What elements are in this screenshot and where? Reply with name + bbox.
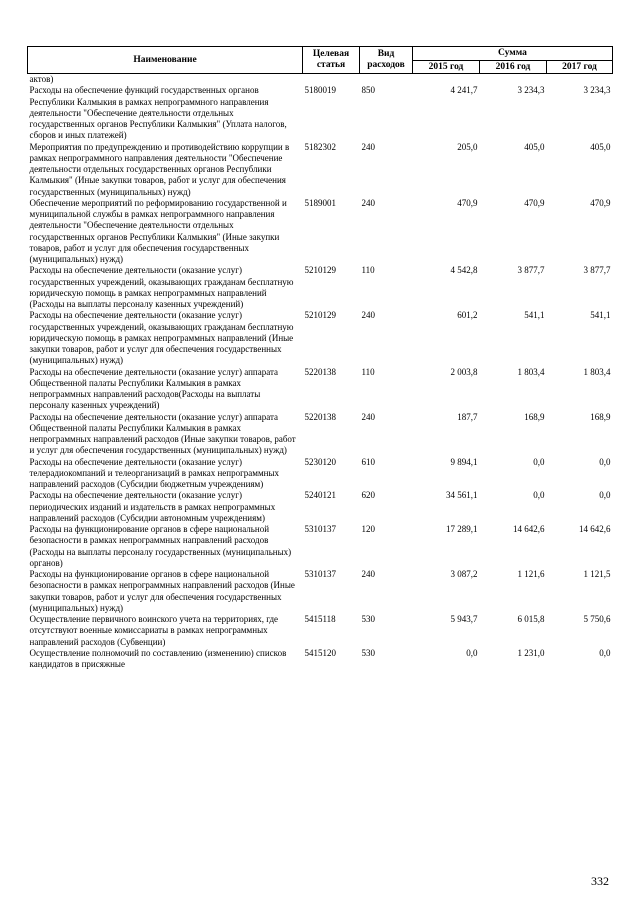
row-name: Расходы на функционирование органов в сфере национальной безопасности в рамках непрограммных направлений расходов (Иные закупки товаров, работ и услуг для обеспечения государственных (муниципальных) нужд) [29,569,295,613]
row-name: Расходы на обеспечение деятельности (оказание услуг) государственных учреждений, оказывающих гражданам бесплатную юридическую помощь в рамках непрограммных направлений (Иные закупки товаров, работ и услуг для обеспечения государственных (муниципальных) нужд) [29,310,294,366]
row-sum-2016: 3 234,3 [517,85,545,96]
row-sum-2017: 1 803,4 [583,366,611,377]
row-target-article: 5189001 [304,197,336,208]
row-sum-2017: 0,0 [599,490,611,501]
header-year-2015: 2015 год [413,61,480,74]
row-sum-2017: 14 642,6 [579,524,611,534]
row-sum-2015: 2 003,8 [450,366,478,377]
row-name: Расходы на обеспечение функций государственных органов Республики Калмыкия в рамках непрограммного направления деятельности "Обеспечение деятельности отдельных государственных органов Республики Калмыкия" (Уплата налогов, сборов и иных платежей) [29,85,287,141]
table-row [28,457,613,491]
row-sum-2016: 14 642,6 [513,524,545,534]
row-sum-2017: 5 750,6 [583,614,611,624]
row-expense-kind: 240 [361,141,375,152]
row-expense-kind [360,74,413,86]
table-header [28,47,613,74]
row-target-article: 5415118 [304,614,336,624]
row-sum-2016: 6 015,8 [517,614,545,624]
row-target-article: 5210129 [304,265,336,276]
row-sum-2015: 601,2 [457,310,478,321]
table-row [28,524,613,569]
row-sum-2017: 0,0 [599,456,611,467]
row-target-article: 5210129 [304,310,336,321]
row-name: Мероприятия по предупреждению и противодействию коррупции в рамках непрограммного направления деятельности "Обеспечение деятельности отдельных государственных органов Республики Калмыкия" (Иные закупки товаров, работ и услуг для обеспечения государственных (муниципальных) нужд) [29,141,290,197]
row-sum-2016: 0,0 [533,490,545,501]
header-year-2016: 2016 год [480,61,547,74]
row-sum-2017: 1 121,5 [583,569,611,579]
row-sum-2015 [413,74,480,86]
row-sum-2017: 168,9 [590,411,611,422]
row-expense-kind: 850 [361,85,375,96]
row-sum-2015: 470,9 [457,197,478,208]
row-sum-2015: 4 542,8 [450,265,478,276]
table-row [28,310,613,366]
table-row [28,614,613,648]
row-sum-2015: 205,0 [457,141,478,152]
table-row [28,490,613,524]
row-sum-2015: 5 943,7 [450,614,478,624]
row-expense-kind: 110 [361,366,375,377]
table-row [28,412,613,457]
row-sum-2016 [480,74,547,86]
row-name: Осуществление полномочий по составлению (изменению) списков кандидатов в присяжные [29,647,287,669]
row-sum-2017: 541,1 [590,310,611,321]
table-body [28,74,613,671]
table-row [28,85,613,141]
row-target-article: 5182302 [304,141,336,152]
row-target-article: 5310137 [304,524,336,534]
row-expense-kind: 240 [361,197,375,208]
row-name: актов) [29,74,54,84]
row-expense-kind: 240 [361,411,375,422]
row-sum-2015: 4 241,7 [450,85,478,96]
row-target-article: 5415120 [304,647,336,658]
row-sum-2016: 1 231,0 [517,647,545,658]
row-sum-2017: 3 234,3 [583,85,611,96]
row-expense-kind: 240 [361,310,375,321]
row-sum-2016: 405,0 [524,141,545,152]
row-sum-2015: 3 087,2 [450,569,478,579]
row-sum-2015: 187,7 [457,411,478,422]
table-row [28,569,613,614]
row-target-article: 5310137 [304,569,336,579]
row-expense-kind: 240 [361,569,375,579]
row-expense-kind: 110 [361,265,375,276]
row-expense-kind: 610 [361,456,375,467]
row-sum-2016: 541,1 [524,310,545,321]
header-year-2017: 2017 год [547,61,613,74]
row-name: Расходы на обеспечение деятельности (оказание услуг) аппарата Общественной палаты Республики Калмыкия в рамках непрограммных направлений расходов (Иные закупки товаров, работ и услуг для обеспечения государственных (муниципальных) нужд) [29,411,296,456]
row-target-article: 5230120 [304,456,336,467]
row-target-article: 5180019 [304,85,336,96]
header-target-article: Целевая статья [303,47,360,74]
row-sum-2016: 1 803,4 [517,366,545,377]
row-name: Расходы на обеспечение деятельности (оказание услуг) телерадиокомпаний и телеорганизаций в рамках непрограммных направлений расходов (Субсидии бюджетным учреждениям) [29,456,280,489]
header-expense-kind: Вид расходов [360,47,413,74]
row-sum-2016: 0,0 [533,456,545,467]
row-sum-2016: 1 121,6 [517,569,545,579]
row-sum-2017: 3 877,7 [583,265,611,276]
row-sum-2016: 3 877,7 [517,265,545,276]
row-sum-2017: 0,0 [599,647,611,658]
header-sum: Сумма [413,47,613,61]
row-sum-2015: 17 289,1 [446,524,478,534]
table-row [28,198,613,266]
row-expense-kind: 530 [361,647,375,658]
row-name: Обеспечение мероприятий по реформированию государственной и муниципальной службы в рамках непрограммного направления деятельности "Обеспечение деятельности отдельных государственных органов Республики Калмыкия" (Иные закупки товаров, работ и услуг для обеспечения государственных (муниципальных) нужд) [29,197,287,264]
row-sum-2017: 470,9 [590,197,611,208]
row-sum-2015: 0,0 [466,647,478,658]
row-name: Расходы на обеспечение деятельности (оказание услуг) периодических изданий и издательств в рамках непрограммных направлений расходов (Субсидии автономным учреждениям) [29,490,276,523]
row-sum-2016: 470,9 [524,197,545,208]
row-sum-2015: 9 894,1 [450,456,478,467]
budget-table [27,46,613,670]
row-expense-kind: 620 [361,490,375,501]
row-sum-2015: 34 561,1 [446,490,478,501]
page-number: 332 [591,874,609,888]
row-target-article: 5240121 [304,490,336,501]
table-row [28,367,613,412]
row-target-article: 5220138 [304,366,336,377]
row-target-article: 5220138 [304,411,336,422]
table-row [28,74,613,86]
table-row [28,142,613,198]
row-sum-2016: 168,9 [524,411,545,422]
row-name: Осуществление первичного воинского учета на территориях, где отсутствуют военные комиссариаты в рамках непрограммных направлений расходов (Субвенции) [29,614,279,647]
row-name: Расходы на обеспечение деятельности (оказание услуг) аппарата Общественной палаты Республики Калмыкия в рамках непрограммных направлений расходов(Расходы на выплаты персоналу казенных учреждений) [29,366,279,411]
row-sum-2017 [547,74,613,86]
row-name: Расходы на обеспечение деятельности (оказание услуг) государственных учреждений, оказывающих гражданам бесплатную юридическую помощь в рамках непрограммных направлений (Расходы на выплаты персоналу казенных учреждений) [29,265,294,309]
row-target-article [303,74,360,86]
header-name: Наименование [28,47,303,74]
table-row [28,648,613,671]
row-sum-2017: 405,0 [590,141,611,152]
row-expense-kind: 120 [361,524,375,534]
table-row [28,265,613,310]
row-name: Расходы на функционирование органов в сфере национальной безопасности в рамках непрограммных направлений расходов (Расходы на выплаты персоналу государственных (муниципальных) органов) [29,524,292,568]
row-expense-kind: 530 [361,614,375,624]
